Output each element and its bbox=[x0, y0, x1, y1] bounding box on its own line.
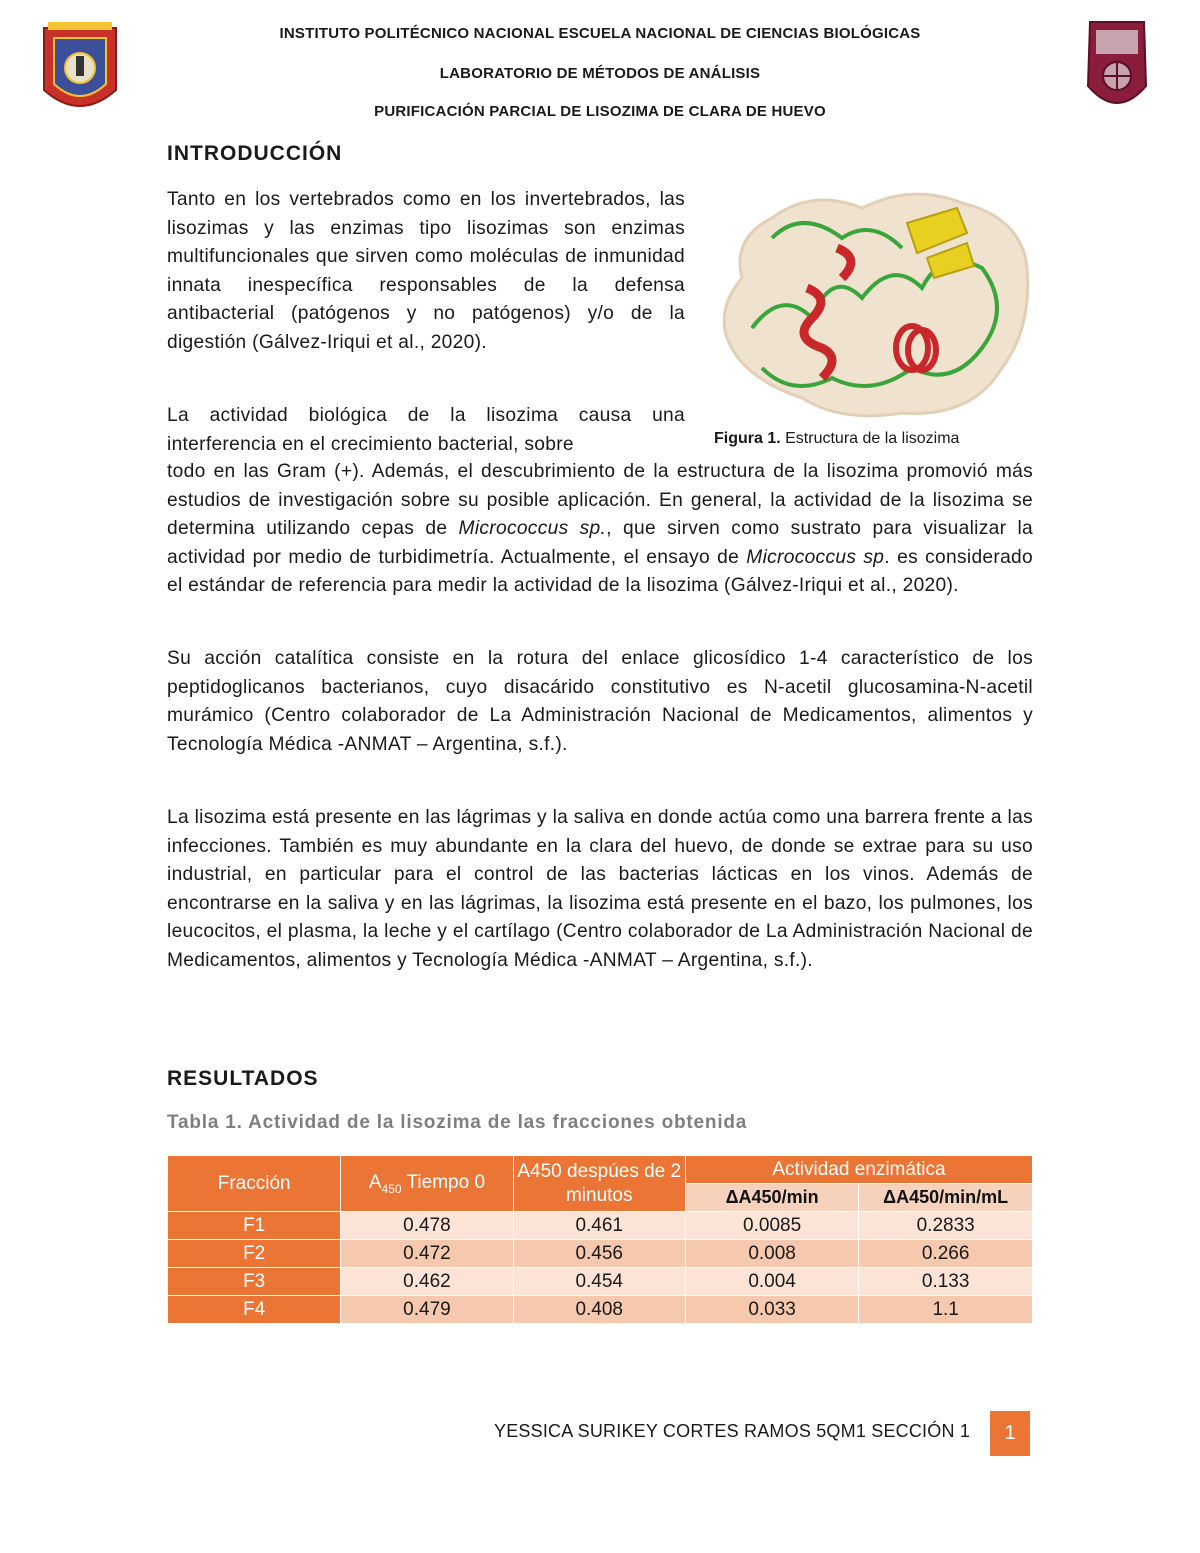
header-delta-min-ml: ΔA450/min/mL bbox=[859, 1184, 1033, 1212]
table-row bbox=[168, 1212, 1033, 1240]
header-a450-2min: A450 despúes de 2 minutos bbox=[513, 1156, 685, 1212]
cell-fraccion: F3 bbox=[168, 1268, 341, 1296]
cell-fraccion: F2 bbox=[168, 1240, 341, 1268]
table-row bbox=[168, 1268, 1033, 1296]
cell-t2: 0.456 bbox=[513, 1240, 685, 1268]
cell-t2: 0.408 bbox=[513, 1296, 685, 1324]
header-fraccion: Fracción bbox=[168, 1156, 341, 1212]
header-delta-min: ΔA450/min bbox=[685, 1184, 858, 1212]
cell-min: 0.008 bbox=[685, 1240, 858, 1268]
cell-t0: 0.478 bbox=[341, 1212, 513, 1240]
cell-min-ml: 1.1 bbox=[859, 1296, 1033, 1324]
table-row bbox=[168, 1240, 1033, 1268]
table-caption: Tabla 1. Actividad de la lisozima de las fracciones obtenida bbox=[167, 1112, 748, 1133]
page-number: 1 bbox=[990, 1411, 1030, 1456]
cell-t2: 0.461 bbox=[513, 1212, 685, 1240]
cell-min-ml: 0.133 bbox=[859, 1268, 1033, 1296]
figure-caption: Figura 1. Estructura de la lisozima bbox=[714, 430, 960, 447]
institution-header: INSTITUTO POLITÉCNICO NACIONAL ESCUELA NACIONAL DE CIENCIAS BIOLÓGICAS bbox=[279, 25, 921, 42]
lab-header: LABORATORIO DE MÉTODOS DE ANÁLISIS bbox=[439, 65, 761, 82]
cell-min: 0.033 bbox=[685, 1296, 858, 1324]
intro-paragraph-2b: todo en las Gram (+). Además, el descubrimiento de la estructura de la lisozima promovió más estudios de investigación sobre su posible aplicación. En general, la actividad de la lisozima se determina utilizando cepas de Micrococcus sp., que sirven como sustrato para visualizar la actividad por medio de turbidimetría. Actualmente, el ensayo de Micrococcus sp. es considerado el estándar de referencia para medir la actividad de la lisozima (Gálvez-Iriqui et al., 2020). bbox=[167, 461, 1033, 596]
header-actividad: Actividad enzimática bbox=[685, 1156, 1032, 1184]
cell-t0: 0.462 bbox=[341, 1268, 513, 1296]
header-a450-t0: $A_{450}$ Tiempo 0 bbox=[341, 1156, 513, 1212]
cell-t0: 0.472 bbox=[341, 1240, 513, 1268]
intro-paragraph-4: La lisozima está presente en las lágrimas y la saliva en donde actúa como una barrera frente a las infecciones. También es muy abundante en la clara del huevo, de donde se extrae para su uso industrial, en particular para el control de las bacterias lácticas en los vinos. Además de encontrarse en la saliva y en las lágrimas, la lisozima está presente en el bazo, los pulmones, los leucocitos, el plasma, la leche y el cartílago (Centro colaborador de La Administración Nacional de Medicamentos, alimentos y Tecnología Médica -ANMAT – Argentina, s.f.). bbox=[167, 807, 1033, 971]
cell-t0: 0.479 bbox=[341, 1296, 513, 1324]
intro-paragraph-1: Tanto en los vertebrados como en los invertebrados, las lisozimas y las enzimas tipo lisozimas son enzimas multifuncionales que sirven como moléculas de inmunidad innata inespecífica responsables de la defensa antibacterial (patógenos y no patógenos) y/o de la digestión (Gálvez-Iriqui et al., 2020). bbox=[167, 189, 685, 353]
cell-min: 0.0085 bbox=[685, 1212, 858, 1240]
activity-table bbox=[167, 1155, 1033, 1324]
footer-author: YESSICA SURIKEY CORTES RAMOS 5QM1 SECCIÓN 1 bbox=[494, 1421, 971, 1441]
results-heading: RESULTADOS bbox=[167, 1067, 319, 1090]
lysozyme-structure-image bbox=[712, 178, 1032, 428]
intro-paragraph-3: Su acción catalítica consiste en la rotura del enlace glicosídico 1-4 característico de los peptidoglicanos bacterianos, cuyo disacárido constitutivo es N-acetil glucosamina-N-acetil murámico (Centro colaborador de La Administración Nacional de Medicamentos, alimentos y Tecnología Médica -ANMAT – Argentina, s.f.). bbox=[167, 648, 1033, 755]
cell-fraccion: F1 bbox=[168, 1212, 341, 1240]
intro-heading: INTRODUCCIÓN bbox=[167, 142, 343, 165]
cell-min: 0.004 bbox=[685, 1268, 858, 1296]
cell-min-ml: 0.266 bbox=[859, 1240, 1033, 1268]
table-row bbox=[168, 1296, 1033, 1324]
cell-t2: 0.454 bbox=[513, 1268, 685, 1296]
intro-paragraph-2a: La actividad biológica de la lisozima causa una interferencia en el crecimiento bacterial, sobre bbox=[167, 405, 685, 455]
practice-title: PURIFICACIÓN PARCIAL DE LISOZIMA DE CLARA DE HUEVO bbox=[374, 103, 826, 120]
cell-fraccion: F4 bbox=[168, 1296, 341, 1324]
cell-min-ml: 0.2833 bbox=[859, 1212, 1033, 1240]
